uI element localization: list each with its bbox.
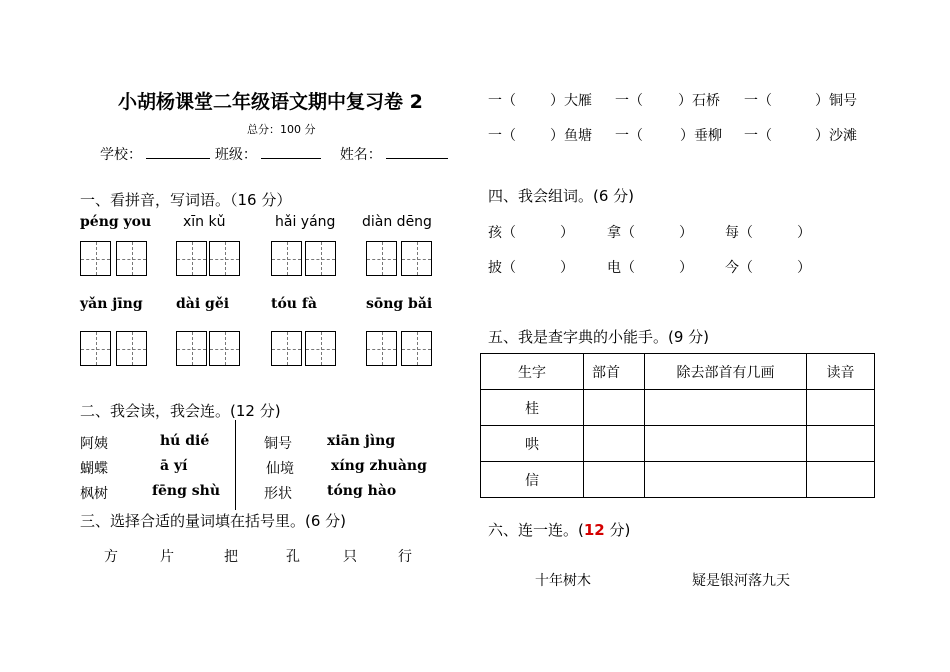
pinyin-3: hǎi yáng — [275, 214, 336, 230]
measure-word: 把 — [224, 549, 238, 565]
match-pinyin[interactable]: xiān jìng — [327, 433, 396, 449]
word-group-char: 拿（ — [607, 225, 635, 241]
fill-item: ）沙滩 — [815, 128, 857, 144]
table-cell[interactable] — [645, 390, 807, 426]
match-word[interactable]: 铜号 — [264, 436, 292, 452]
name-blank[interactable] — [386, 145, 448, 159]
match-word[interactable]: 蝴蝶 — [80, 461, 108, 477]
char-box[interactable] — [116, 241, 147, 276]
char-box[interactable] — [209, 331, 240, 366]
pinyin-8: sōng bǎi — [366, 296, 433, 312]
word-group-close: ） — [797, 225, 811, 241]
fill-open: 一（ — [744, 128, 772, 144]
char-box[interactable] — [176, 241, 207, 276]
match-word[interactable]: 仙境 — [266, 461, 294, 477]
table-row — [481, 462, 875, 498]
char-box[interactable] — [209, 241, 240, 276]
match-pinyin[interactable]: xíng zhuàng — [331, 458, 427, 474]
pinyin-4: diàn dēng — [362, 214, 432, 230]
match-pinyin[interactable]: hú dié — [160, 433, 210, 449]
fill-item: ）垂柳 — [680, 128, 722, 144]
char-box[interactable] — [80, 241, 111, 276]
table-char: 桂 — [481, 390, 584, 426]
char-box[interactable] — [176, 331, 207, 366]
match-pinyin[interactable]: ā yí — [160, 458, 188, 474]
char-box[interactable] — [80, 331, 111, 366]
class-label: 班级： — [214, 147, 257, 163]
measure-word: 方 — [104, 549, 118, 565]
fill-item: ）大雁 — [550, 93, 592, 109]
fill-item: ）铜号 — [815, 93, 857, 109]
table-cell[interactable] — [584, 390, 645, 426]
section3-heading: 三、选择合适的量词填在括号里。(6 分) — [80, 512, 347, 530]
fill-open: 一（ — [488, 128, 516, 144]
school-label: 学校： — [100, 147, 142, 163]
word-group-close: ） — [560, 260, 574, 276]
match-pinyin[interactable]: tóng hào — [327, 483, 397, 499]
table-cell[interactable] — [807, 426, 875, 462]
section2-heading: 二、我会读，我会连。(12 分) — [80, 402, 281, 420]
word-group-close: ） — [797, 260, 811, 276]
table-char: 哄 — [481, 426, 584, 462]
measure-word: 孔 — [286, 549, 300, 565]
table-cell[interactable] — [584, 462, 645, 498]
fill-item: ）石桥 — [678, 93, 720, 109]
char-box[interactable] — [271, 241, 302, 276]
table-cell[interactable] — [807, 462, 875, 498]
match-word[interactable]: 阿姨 — [80, 436, 108, 452]
char-box[interactable] — [305, 241, 336, 276]
measure-word: 片 — [160, 549, 174, 565]
pinyin-6: dài gěi — [176, 296, 230, 312]
char-box[interactable] — [116, 331, 147, 366]
section4-heading: 四、我会组词。(6 分) — [488, 187, 635, 205]
match-word[interactable]: 形状 — [264, 486, 292, 502]
char-box[interactable] — [366, 331, 397, 366]
section5-heading: 五、我是查字典的小能手。(9 分) — [488, 328, 710, 346]
char-box[interactable] — [366, 241, 397, 276]
pinyin-2: xīn kǔ — [183, 214, 226, 230]
fill-open: 一（ — [744, 93, 772, 109]
word-group-close: ） — [679, 260, 693, 276]
measure-word: 行 — [398, 549, 412, 565]
table-header: 除去部首有几画 — [645, 354, 807, 390]
match-word[interactable]: 枫树 — [80, 486, 108, 502]
word-group-char: 每（ — [725, 225, 753, 241]
table-row — [481, 426, 875, 462]
section1-heading: 一、看拼音，写词语。（16 分） — [80, 191, 292, 209]
fill-open: 一（ — [488, 93, 516, 109]
word-group-close: ） — [560, 225, 574, 241]
word-group-char: 今（ — [725, 260, 753, 276]
word-group-char: 披（ — [488, 260, 516, 276]
table-row — [481, 390, 875, 426]
section6-heading — [488, 519, 630, 540]
pinyin-7: tóu fà — [271, 296, 317, 312]
fill-open: 一（ — [615, 93, 643, 109]
word-group-close: ） — [679, 225, 693, 241]
char-box[interactable] — [401, 331, 432, 366]
table-header: 读音 — [807, 354, 875, 390]
poem-line[interactable]: 十年树木 — [535, 573, 591, 589]
measure-word: 只 — [343, 549, 357, 565]
table-header: 部首 — [584, 354, 645, 390]
student-info-line — [100, 144, 448, 164]
word-group-char: 电（ — [607, 260, 635, 276]
table-char: 信 — [481, 462, 584, 498]
name-label: 姓名： — [339, 147, 382, 163]
total-score: 总分：100 分 — [247, 123, 316, 136]
section6-heading-pre: 六、连一连。( — [488, 521, 584, 539]
dictionary-table — [480, 353, 875, 498]
poem-line[interactable]: 疑是银河落九天 — [692, 573, 790, 589]
table-header: 生字 — [481, 354, 584, 390]
table-cell[interactable] — [645, 426, 807, 462]
class-blank[interactable] — [261, 145, 321, 159]
section6-heading-post: 分) — [604, 521, 631, 539]
section6-score: 12 — [583, 521, 605, 539]
table-cell[interactable] — [584, 426, 645, 462]
page-title: 小胡杨课堂二年级语文期中复习卷 2 — [118, 91, 423, 113]
match-pinyin[interactable]: fēng shù — [152, 483, 221, 499]
pinyin-5: yǎn jīng — [80, 296, 143, 312]
divider-line — [235, 420, 236, 510]
table-cell[interactable] — [807, 390, 875, 426]
fill-item: ）鱼塘 — [550, 128, 592, 144]
char-box[interactable] — [305, 331, 336, 366]
fill-open: 一（ — [615, 128, 643, 144]
pinyin-1: péng you — [80, 214, 152, 230]
word-group-char: 孩（ — [488, 225, 516, 241]
char-box[interactable] — [401, 241, 432, 276]
char-box[interactable] — [271, 331, 302, 366]
table-header-row — [481, 354, 875, 390]
table-cell[interactable] — [645, 462, 807, 498]
school-blank[interactable] — [146, 145, 210, 159]
